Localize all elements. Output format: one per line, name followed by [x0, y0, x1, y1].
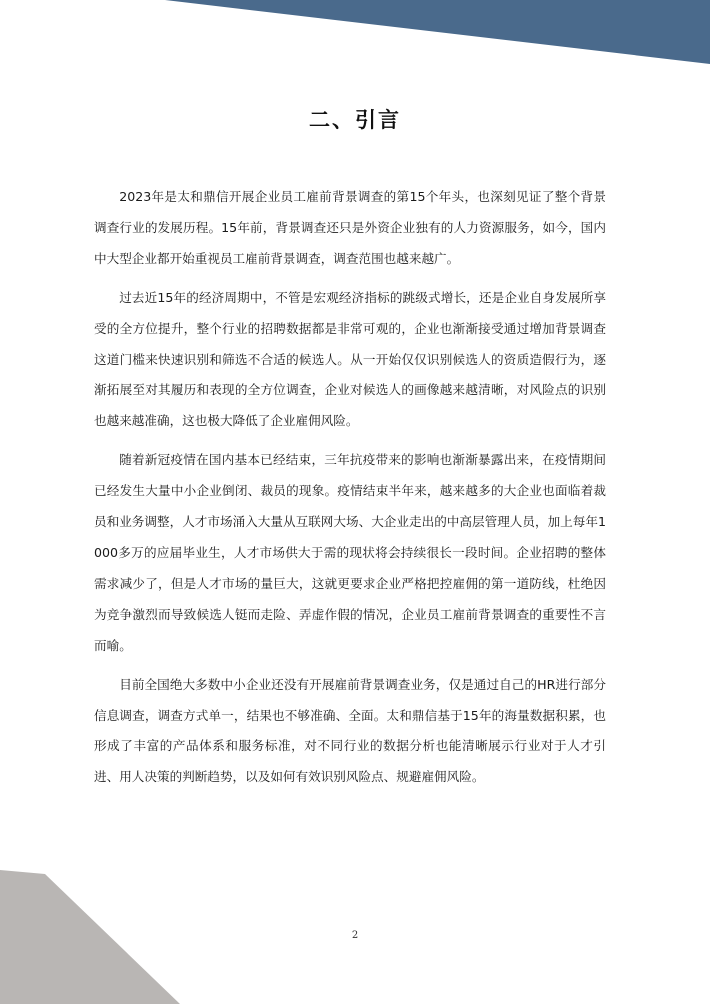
paragraph-1: 2023年是太和鼎信开展企业员工雇前背景调查的第15个年头，也深刻见证了整个背景调查行业的发展历程。15年前，背景调查还只是外资企业独有的人力资源服务，如今，国内中大型企业都开始重视员工雇前背景调查，调查范围也越来越广。 — [94, 189, 606, 266]
top-band-shape — [165, 0, 710, 64]
paragraph-3: 随着新冠疫情在国内基本已经结束，三年抗疫带来的影响也渐渐暴露出来，在疫情期间已经发生大量中小企业倒闭、裁员的现象。疫情结束半年来，越来越多的大企业也面临着裁员和业务调整，人才市场涌入大量从互联网大场、大企业走出的中高层管理人员，加上每年1000多万的应届毕业生，人才市场供大于需的现状将会持续很长一段时间。企业招聘的整体需求减少了，但是人才市场的量巨大，这就更要求企业严格把控雇佣的第一道防线，杜绝因为竞争激烈而导致候选人铤而走险、弄虚作假的情况，企业员工雇前背景调查的重要性不言而喻。 — [94, 452, 606, 653]
body-text — [94, 182, 606, 801]
top-decorative-band — [0, 0, 710, 70]
page-number: 2 — [351, 930, 359, 941]
page-title: 二、引言 — [309, 108, 401, 132]
paragraph-2: 过去近15年的经济周期中，不管是宏观经济指标的跳级式增长，还是企业自身发展所享受的全方位提升，整个行业的招聘数据都是非常可观的，企业也渐渐接受通过增加背景调查这道门槛来快速识别和筛选不合适的候选人。从一开始仅仅识别候选人的资质造假行为，逐渐拓展至对其履历和表现的全方位调查，企业对候选人的画像越来越清晰，对风险点的识别也越来越准确，这也极大降低了企业雇佣风险。 — [94, 289, 606, 429]
paragraph-4: 目前全国绝大多数中小企业还没有开展雇前背景调查业务，仅是通过自己的HR进行部分信息调查，调查方式单一，结果也不够准确、全面。太和鼎信基于15年的海量数据积累，也形成了丰富的产品体系和服务标准，对不同行业的数据分析也能清晰展示行业对于人才引进、用人决策的判断趋势，以及如何有效识别风险点、规避雇佣风险。 — [94, 676, 606, 785]
